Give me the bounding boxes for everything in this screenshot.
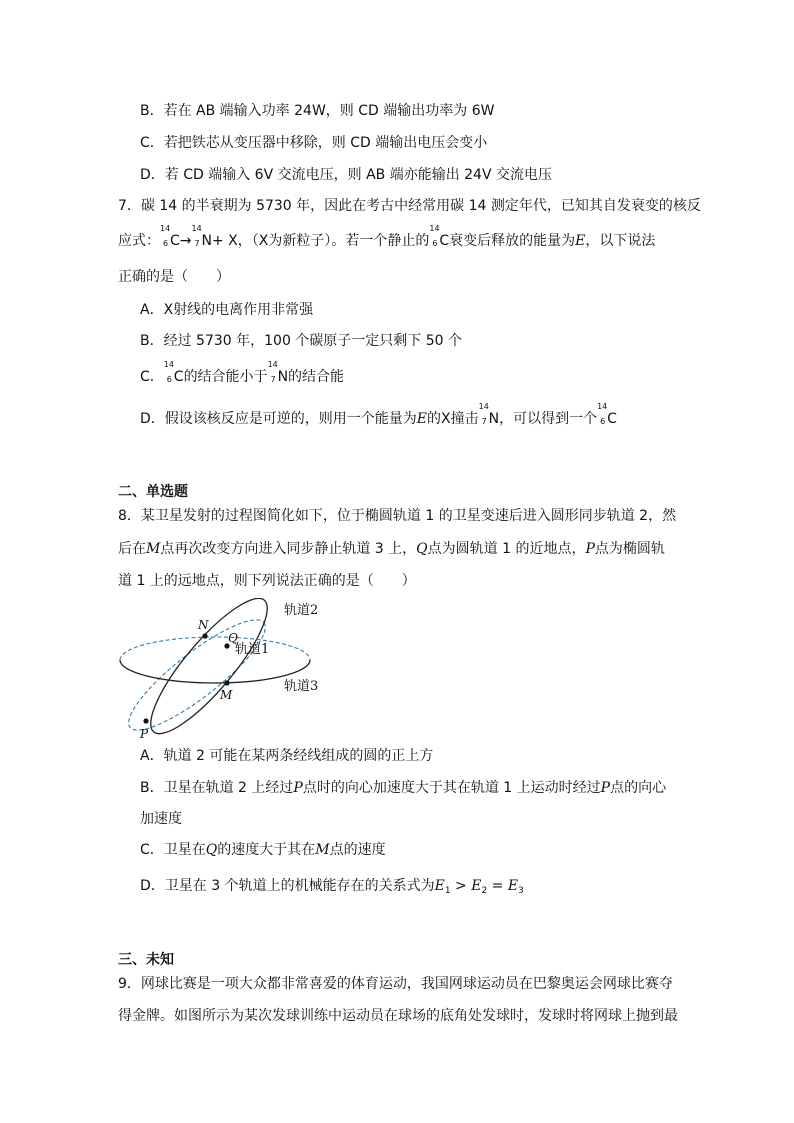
q8-option-a: A．轨道 2 可能在某两条经线组成的圆的正上方 bbox=[140, 748, 434, 764]
q9-stem-line2: 得金牌。如图所示为某次发球训练中运动员在球场的底角处发球时，发球时将网球上抛到最 bbox=[118, 1008, 678, 1024]
q7-option-b: B．经过 5730 年，100 个碳原子一定只剩下 50 个 bbox=[140, 333, 463, 349]
q7-stem-line2: 应式： 14 6 C→ 14 7 N+ X，（X为新粒子）。若一个静止的 14 6 C衰变后释放的能量为E，以下说法 bbox=[118, 224, 656, 249]
nuclide-c14: 14 6 C bbox=[429, 224, 450, 249]
q7-option-a: A．X射线的电离作用非常强 bbox=[140, 302, 314, 318]
q7-stem-line1: 7．碳 14 的半衰期为 5730 年，因此在考古中经常用碳 14 测定年代，已知其自发衰变的核反 bbox=[118, 198, 701, 214]
q8-stem-line1: 8．某卫星发射的过程图简化如下，位于椭圆轨道 1 的卫星变速后进入圆形同步轨道 2，然 bbox=[118, 508, 677, 524]
section-heading-single-choice: 二、单选题 bbox=[118, 484, 188, 500]
q9-stem-line1: 9．网球比赛是一项大众都非常喜爱的体育运动，我国网球运动员在巴黎奥运会网球比赛夺 bbox=[118, 976, 673, 992]
label-Q: Q bbox=[228, 631, 238, 645]
label-N: N bbox=[198, 618, 209, 632]
label-orbit3: 轨道3 bbox=[284, 679, 319, 694]
label-orbit1: 轨道1 bbox=[235, 642, 270, 657]
q7-stem-line3: 正确的是（ ） bbox=[118, 269, 230, 285]
nuclide-n14: 14 7 N bbox=[478, 402, 500, 427]
label-M: M bbox=[220, 688, 233, 702]
q8-option-b-cont: 加速度 bbox=[140, 811, 182, 827]
q6-option-d: D．若 CD 端输入 6V 交流电压，则 AB 端亦能输出 24V 交流电压 bbox=[140, 167, 552, 183]
q6-option-b: B．若在 AB 端输入功率 24W，则 CD 端输出功率为 6W bbox=[140, 103, 495, 119]
orbit-2-ellipse bbox=[135, 598, 282, 743]
nuclide-c14: 14 6 C bbox=[163, 360, 184, 385]
section-heading-unknown: 三、未知 bbox=[118, 952, 174, 968]
label-orbit2: 轨道2 bbox=[284, 603, 319, 618]
q6-option-c: C．若把铁芯从变压器中移除，则 CD 端输出电压会变小 bbox=[140, 135, 488, 151]
nuclide-c14: 14 6 C bbox=[597, 402, 617, 427]
q7-option-d: D．假设该核反应是可逆的，则用一个能量为E的X撞击 14 7 N，可以得到一个 14 6 C bbox=[140, 402, 617, 427]
q8-option-c: C．卫星在Q的速度大于其在M点的速度 bbox=[140, 842, 386, 858]
nuclide-n14: 14 7 N bbox=[191, 224, 212, 249]
q8-stem-line2: 后在M点再次改变方向进入同步静止轨道 3 上，Q点为圆轨道 1 的近地点，P点为椭圆轨 bbox=[118, 541, 665, 557]
point-M bbox=[224, 680, 229, 685]
orbit-3-back bbox=[120, 637, 310, 660]
label-P: P bbox=[140, 727, 149, 741]
orbit-diagram bbox=[112, 598, 342, 743]
q8-stem-line3: 道 1 上的远地点，则下列说法正确的是（ ） bbox=[118, 573, 416, 589]
orbit-3-front bbox=[120, 660, 310, 683]
q8-option-b: B．卫星在轨道 2 上经过P点时的向心加速度大于其在轨道 1 上运动时经过P点的向心 bbox=[140, 780, 667, 796]
q7-option-c: C． 14 6 C的结合能小于 14 7 N的结合能 bbox=[140, 360, 345, 385]
nuclide-n14: 14 7 N bbox=[267, 360, 289, 385]
q8-option-d: D．卫星在 3 个轨道上的机械能存在的关系式为$E_1 > E_2 = E_3$ bbox=[140, 878, 524, 896]
point-N bbox=[202, 633, 207, 638]
point-P bbox=[143, 718, 148, 723]
nuclide-c14: 14 6 C bbox=[160, 224, 180, 249]
